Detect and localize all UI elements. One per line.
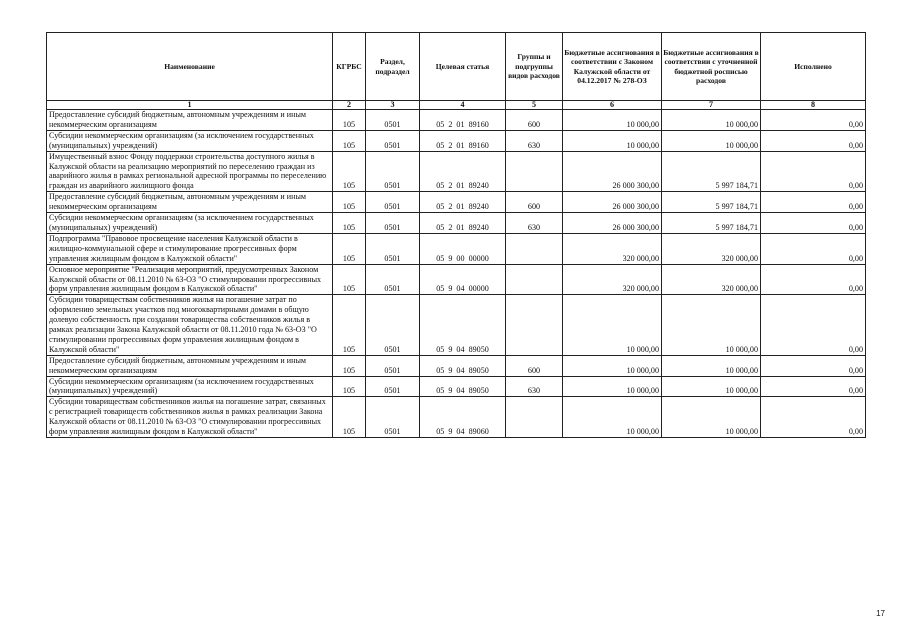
row-section: 0501 xyxy=(366,264,420,295)
header-section: Раздел, подраздел xyxy=(366,33,420,101)
header-groups: Группы и подгруппы видов расходов xyxy=(506,33,563,101)
row-kgrbs: 105 xyxy=(333,233,366,264)
table-row xyxy=(47,233,866,264)
row-executed: 0,00 xyxy=(761,192,866,213)
row-executed: 0,00 xyxy=(761,264,866,295)
row-name: Предоставление субсидий бюджетным, автономным учреждениям и иным некоммерческим организациям xyxy=(47,355,333,376)
row-target: 05 9 04 89050 xyxy=(420,376,506,397)
row-section: 0501 xyxy=(366,397,420,438)
header-budget-law: Бюджетные ассигнования в соответствии с Законом Калужской области от 04.12.2017 № 278-ОЗ xyxy=(563,33,662,101)
table-row xyxy=(47,110,866,131)
table-row xyxy=(47,151,866,192)
row-budget-refined: 5 997 184,71 xyxy=(662,151,761,192)
column-number: 6 xyxy=(563,101,662,110)
row-kgrbs: 105 xyxy=(333,151,366,192)
row-budget-refined: 5 997 184,71 xyxy=(662,213,761,234)
row-kgrbs: 105 xyxy=(333,295,366,355)
row-group xyxy=(506,233,563,264)
row-budget-refined: 10 000,00 xyxy=(662,355,761,376)
header-name: Наименование xyxy=(47,33,333,101)
row-section: 0501 xyxy=(366,130,420,151)
row-name: Субсидии товариществам собственников жилья на погашение затрат по оформлению земельных участков под многоквартирными домами в общую долевую собственность при создании товарищества собственников жилья в рамках реализации Закона Калужской области от 08.11.2010 года № 63-ОЗ "О стимулировании прогрессивных форм управления жилищным фондом в Калужской области" xyxy=(47,295,333,355)
row-budget-refined: 5 997 184,71 xyxy=(662,192,761,213)
row-name: Субсидии некоммерческим организациям (за исключением государственных (муниципальных) учреждений) xyxy=(47,130,333,151)
row-executed: 0,00 xyxy=(761,355,866,376)
table-row xyxy=(47,213,866,234)
row-name: Предоставление субсидий бюджетным, автономным учреждениям и иным некоммерческим организациям xyxy=(47,192,333,213)
column-number: 8 xyxy=(761,101,866,110)
row-budget-law: 10 000,00 xyxy=(563,397,662,438)
table-row xyxy=(47,295,866,355)
row-budget-refined: 10 000,00 xyxy=(662,295,761,355)
row-executed: 0,00 xyxy=(761,397,866,438)
row-name: Субсидии некоммерческим организациям (за исключением государственных (муниципальных) учреждений) xyxy=(47,376,333,397)
row-kgrbs: 105 xyxy=(333,376,366,397)
row-executed: 0,00 xyxy=(761,213,866,234)
header-target: Целевая статья xyxy=(420,33,506,101)
row-section: 0501 xyxy=(366,295,420,355)
row-group xyxy=(506,295,563,355)
row-executed: 0,00 xyxy=(761,130,866,151)
header-executed: Исполнено xyxy=(761,33,866,101)
column-number: 1 xyxy=(47,101,333,110)
table-row xyxy=(47,192,866,213)
row-budget-law: 10 000,00 xyxy=(563,376,662,397)
row-target: 05 9 04 89050 xyxy=(420,355,506,376)
column-number-row xyxy=(47,101,866,110)
row-section: 0501 xyxy=(366,151,420,192)
row-target: 05 9 04 89050 xyxy=(420,295,506,355)
row-target: 05 2 01 89160 xyxy=(420,130,506,151)
header-budget-refined: Бюджетные ассигнования в соответствии с уточненной бюджетной росписью расходов xyxy=(662,33,761,101)
column-number: 2 xyxy=(333,101,366,110)
row-budget-law: 26 000 300,00 xyxy=(563,192,662,213)
row-name: Подпрограмма "Правовое просвещение населения Калужской области в жилищно-коммунальной сфере и стимулирование прогрессивных форм управления жилищным фондом в Калужской области" xyxy=(47,233,333,264)
row-budget-refined: 10 000,00 xyxy=(662,110,761,131)
header-row xyxy=(47,33,866,101)
table-row xyxy=(47,130,866,151)
row-group: 600 xyxy=(506,192,563,213)
row-budget-refined: 320 000,00 xyxy=(662,233,761,264)
row-section: 0501 xyxy=(366,233,420,264)
row-target: 05 2 01 89240 xyxy=(420,192,506,213)
row-target: 05 2 01 89160 xyxy=(420,110,506,131)
row-target: 05 2 01 89240 xyxy=(420,151,506,192)
row-group xyxy=(506,264,563,295)
row-executed: 0,00 xyxy=(761,233,866,264)
row-budget-law: 10 000,00 xyxy=(563,130,662,151)
row-budget-refined: 10 000,00 xyxy=(662,376,761,397)
row-name: Основное мероприятие "Реализация мероприятий, предусмотренных Законом Калужской области от 08.11.2010 № 63-ОЗ "О стимулировании прогрессивных форм управления жилищным фондом в Калужской области" xyxy=(47,264,333,295)
row-group: 630 xyxy=(506,376,563,397)
row-target: 05 2 01 89240 xyxy=(420,213,506,234)
row-budget-refined: 320 000,00 xyxy=(662,264,761,295)
row-kgrbs: 105 xyxy=(333,397,366,438)
row-name: Имущественный взнос Фонду поддержки строительства доступного жилья в Калужской области на реализацию мероприятий по переселению граждан из аварийного жилья в рамках региональной адресной программы по переселению граждан из аварийного жилищного фонда xyxy=(47,151,333,192)
row-budget-refined: 10 000,00 xyxy=(662,130,761,151)
table-row xyxy=(47,355,866,376)
row-kgrbs: 105 xyxy=(333,130,366,151)
row-budget-law: 320 000,00 xyxy=(563,233,662,264)
row-section: 0501 xyxy=(366,110,420,131)
budget-table xyxy=(46,32,866,438)
row-executed: 0,00 xyxy=(761,376,866,397)
row-group: 600 xyxy=(506,110,563,131)
column-number: 5 xyxy=(506,101,563,110)
header-kgrbs: КГРБС xyxy=(333,33,366,101)
row-name: Предоставление субсидий бюджетным, автономным учреждениям и иным некоммерческим организациям xyxy=(47,110,333,131)
row-kgrbs: 105 xyxy=(333,264,366,295)
row-budget-law: 10 000,00 xyxy=(563,355,662,376)
row-section: 0501 xyxy=(366,355,420,376)
row-budget-law: 26 000 300,00 xyxy=(563,213,662,234)
row-target: 05 9 04 00000 xyxy=(420,264,506,295)
row-executed: 0,00 xyxy=(761,151,866,192)
row-section: 0501 xyxy=(366,192,420,213)
row-budget-law: 26 000 300,00 xyxy=(563,151,662,192)
row-executed: 0,00 xyxy=(761,295,866,355)
column-number: 4 xyxy=(420,101,506,110)
row-group: 630 xyxy=(506,130,563,151)
table-row xyxy=(47,376,866,397)
row-budget-law: 10 000,00 xyxy=(563,110,662,131)
row-section: 0501 xyxy=(366,213,420,234)
row-kgrbs: 105 xyxy=(333,213,366,234)
row-group: 630 xyxy=(506,213,563,234)
row-budget-law: 10 000,00 xyxy=(563,295,662,355)
row-section: 0501 xyxy=(366,376,420,397)
row-kgrbs: 105 xyxy=(333,192,366,213)
row-target: 05 9 00 00000 xyxy=(420,233,506,264)
row-group xyxy=(506,397,563,438)
row-executed: 0,00 xyxy=(761,110,866,131)
table-row xyxy=(47,397,866,438)
row-name: Субсидии товариществам собственников жилья на погашение затрат, связанных с регистрацией товариществ собственников жилья в рамках реализации Закона Калужской области от 08.11.2010 № 63-ОЗ "О стимулировании прогрессивных форм управления жилищным фондом в Калужской области" xyxy=(47,397,333,438)
table-row xyxy=(47,264,866,295)
row-kgrbs: 105 xyxy=(333,355,366,376)
row-budget-law: 320 000,00 xyxy=(563,264,662,295)
row-name: Субсидии некоммерческим организациям (за исключением государственных (муниципальных) учреждений) xyxy=(47,213,333,234)
row-group: 600 xyxy=(506,355,563,376)
row-kgrbs: 105 xyxy=(333,110,366,131)
row-budget-refined: 10 000,00 xyxy=(662,397,761,438)
page-number: 17 xyxy=(876,609,885,618)
column-number: 7 xyxy=(662,101,761,110)
row-group xyxy=(506,151,563,192)
column-number: 3 xyxy=(366,101,420,110)
row-target: 05 9 04 89060 xyxy=(420,397,506,438)
